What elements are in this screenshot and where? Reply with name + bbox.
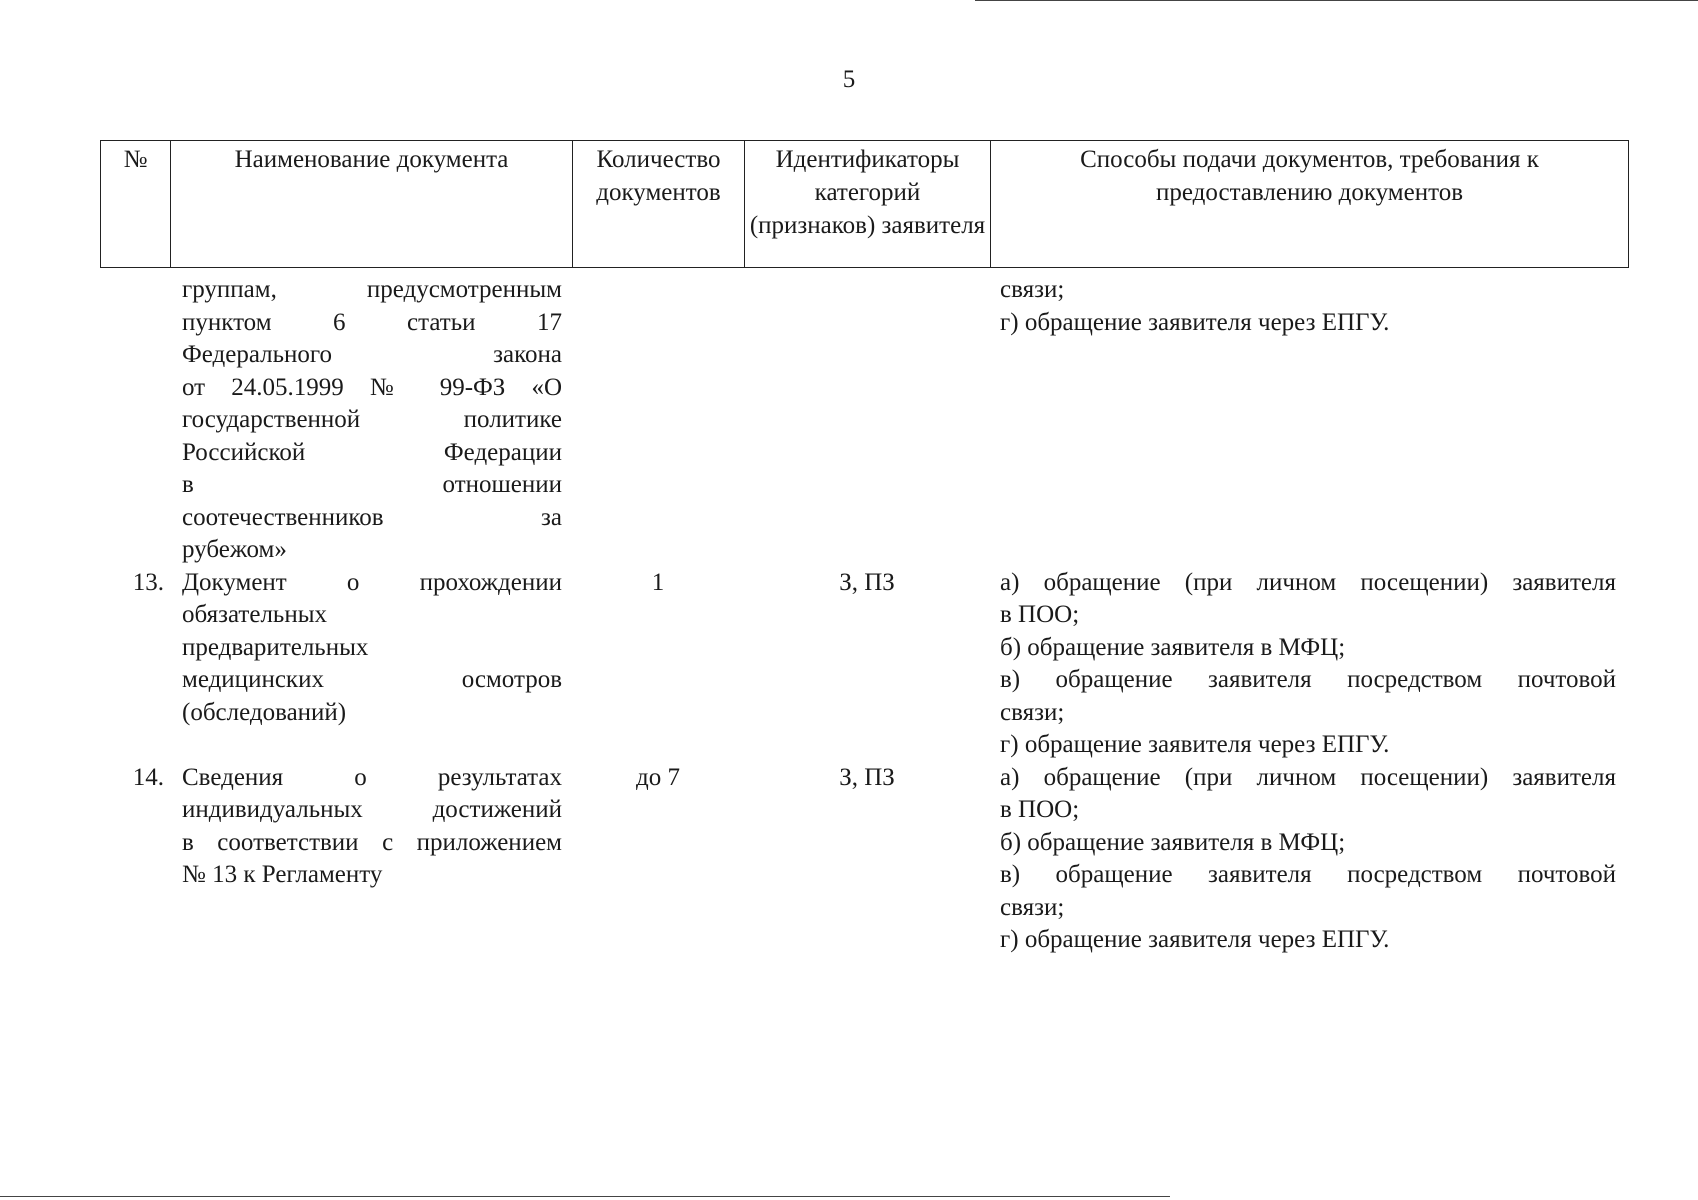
ways-line: в) обращение заявителя посредством почтовой xyxy=(1000,861,1616,888)
name-line: от 24.05.1999 № 99-ФЗ «О xyxy=(182,373,562,401)
name-line: обязательных xyxy=(182,601,327,628)
name-line: в отношении xyxy=(182,471,562,498)
name-line: группам, предусмотренным xyxy=(182,276,562,303)
ways-line: в ПОО; xyxy=(1000,601,1080,628)
header-count: Количество документов xyxy=(573,141,745,268)
ways-line: а) обращение (при личном посещении) заявителя xyxy=(1000,568,1616,596)
table-row-continuation xyxy=(100,274,1628,567)
cell-ident: З, ПЗ xyxy=(839,763,895,791)
cell-count: 1 xyxy=(651,568,665,596)
cell-count xyxy=(572,274,744,567)
scan-bottom-rule xyxy=(0,1196,1170,1197)
ways-line: б) обращение заявителя в МФЦ; xyxy=(1000,633,1346,661)
ways-line: связи; xyxy=(1000,893,1065,921)
ways-line: б) обращение заявителя в МФЦ; xyxy=(1000,828,1346,856)
ways-line: связи; xyxy=(1000,276,1065,303)
header-ways: Способы подачи документов, требования к предоставлению документов xyxy=(991,141,1629,268)
table-body xyxy=(100,274,1628,957)
ways-line: а) обращение (при личном посещении) заявителя xyxy=(1000,763,1616,791)
ways-line: г) обращение заявителя через ЕПГУ. xyxy=(1000,731,1390,758)
table-row xyxy=(100,762,1628,957)
ways-line: в) обращение заявителя посредством почтовой xyxy=(1000,666,1616,693)
cell-ways xyxy=(990,567,1628,762)
cell-ways xyxy=(990,762,1628,957)
name-line: государственной политике xyxy=(182,406,562,433)
cell-ident xyxy=(744,274,990,567)
scan-top-rule xyxy=(975,0,1698,1)
cell-ident: З, ПЗ xyxy=(839,568,895,596)
table-row xyxy=(100,567,1628,762)
name-line: Документ о прохождении xyxy=(182,568,562,596)
ways-line: связи; xyxy=(1000,698,1065,726)
header-num: № xyxy=(101,141,171,268)
cell-name xyxy=(170,762,572,957)
cell-name xyxy=(170,274,572,567)
name-line: пунктом 6 статьи 17 xyxy=(182,308,562,336)
cell-num: 14. xyxy=(132,763,164,791)
ways-line: в ПОО; xyxy=(1000,796,1080,823)
name-line: Сведения о результатах xyxy=(182,763,562,791)
cell-ways xyxy=(990,274,1628,567)
cell-num xyxy=(100,274,170,567)
header-name: Наименование документа xyxy=(171,141,573,268)
cell-num: 13. xyxy=(132,568,164,596)
ways-line: г) обращение заявителя через ЕПГУ. xyxy=(1000,926,1390,953)
name-line: Федерального закона xyxy=(182,341,562,368)
name-line: рубежом» xyxy=(182,536,287,563)
name-line: индивидуальных достижений xyxy=(182,796,562,823)
name-line: № 13 к Регламенту xyxy=(182,861,383,888)
cell-count: до 7 xyxy=(636,763,680,791)
name-line: соотечественников за xyxy=(182,503,562,531)
name-line: предварительных xyxy=(182,633,369,661)
name-line: в соответствии с приложением xyxy=(182,828,562,856)
cell-name xyxy=(170,567,572,762)
ways-line: г) обращение заявителя через ЕПГУ. xyxy=(1000,308,1390,336)
name-line: (обследований) xyxy=(182,698,347,726)
name-line: медицинских осмотров xyxy=(182,666,562,693)
name-line: Российской Федерации xyxy=(182,438,562,466)
table-header xyxy=(100,140,1629,268)
page-number: 5 xyxy=(842,66,856,93)
header-ident: Идентификаторы категорий (признаков) заявителя xyxy=(745,141,991,268)
